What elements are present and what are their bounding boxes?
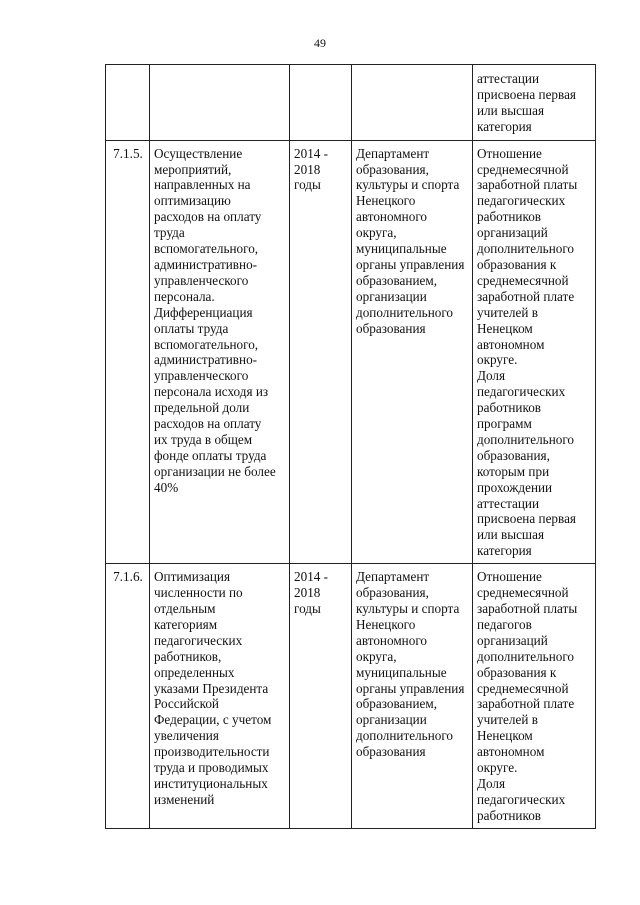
text-line: управленческого bbox=[154, 272, 249, 288]
text-line: автономного bbox=[356, 209, 428, 225]
text-line: персонала. bbox=[154, 288, 215, 304]
text-line: Ненецком bbox=[477, 728, 533, 744]
text-line: их труда в общем bbox=[154, 431, 253, 447]
text-line: культуры и спорта bbox=[356, 177, 460, 193]
text-line: Ненецкого bbox=[356, 193, 416, 209]
text-line: Департамент bbox=[356, 145, 430, 161]
table-row bbox=[106, 65, 596, 141]
text-line: аттестации bbox=[477, 71, 540, 86]
text-line: среднемесячной bbox=[477, 161, 569, 177]
text-line: производительности bbox=[154, 744, 270, 760]
period-cell bbox=[290, 65, 352, 141]
text-line: или высшая bbox=[477, 527, 545, 543]
text-line: дополнительного bbox=[477, 648, 575, 664]
text-line: педагогических bbox=[154, 632, 243, 648]
text-line: институциональных bbox=[154, 775, 268, 791]
text-line: Отношение bbox=[477, 145, 542, 161]
text-line: среднемесячной bbox=[477, 272, 569, 288]
executor-cell bbox=[352, 140, 473, 564]
text-line: или высшая bbox=[477, 102, 545, 118]
text-line: предельной доли bbox=[154, 400, 250, 416]
text-line: расходов на оплату bbox=[154, 416, 262, 432]
text-line: присвоена первая bbox=[477, 86, 576, 102]
text-line: управленческого bbox=[154, 368, 249, 384]
text-line: вспомогательного, bbox=[154, 336, 259, 352]
text-line: категория bbox=[477, 543, 532, 559]
text-line: 40% bbox=[154, 479, 179, 495]
text-line: округа, bbox=[356, 225, 397, 241]
text-line: дополнительного bbox=[477, 241, 575, 257]
text-line: заработной плате bbox=[477, 288, 575, 304]
text-line: труда bbox=[154, 225, 185, 241]
text-line: работников, bbox=[154, 648, 222, 664]
text-line: образованием, bbox=[356, 696, 437, 712]
executor-cell bbox=[352, 564, 473, 829]
text-line: вспомогательного, bbox=[154, 241, 259, 257]
text-line: Ненецкого bbox=[356, 616, 416, 632]
text-line: Оптимизация bbox=[154, 569, 231, 585]
text-line: округе. bbox=[477, 352, 518, 368]
text-line: Российской bbox=[154, 696, 219, 712]
text-line: численности по bbox=[154, 585, 243, 601]
indicator-cell bbox=[473, 564, 596, 829]
text-line: направленных на bbox=[154, 177, 251, 193]
text-line: отдельным bbox=[154, 601, 216, 616]
text-line: административно- bbox=[154, 352, 258, 368]
text-line: работников bbox=[477, 400, 542, 416]
text-line: автономном bbox=[477, 336, 545, 352]
text-line: категория bbox=[477, 118, 532, 134]
text-line: дополнительного bbox=[356, 304, 454, 320]
text-line: заработной платы bbox=[477, 177, 578, 193]
text-line: Доля bbox=[477, 775, 506, 791]
text-line: мероприятий, bbox=[154, 161, 232, 177]
text-line: образования к bbox=[477, 664, 557, 680]
table-row bbox=[106, 564, 596, 829]
event-cell bbox=[150, 65, 290, 141]
text-line: учителей в bbox=[477, 304, 538, 320]
text-line: учителей в bbox=[477, 712, 538, 728]
text-line: 2014 - bbox=[294, 145, 329, 161]
text-line: образования, bbox=[477, 447, 550, 463]
text-line: округа, bbox=[356, 648, 397, 664]
text-line: образования к bbox=[477, 256, 557, 272]
text-line: образования bbox=[356, 320, 426, 336]
text-line: округе. bbox=[477, 760, 518, 776]
text-line: образования, bbox=[356, 585, 429, 601]
page-number: 49 bbox=[314, 36, 326, 50]
text-line: программ bbox=[477, 416, 532, 432]
text-line: муниципальные bbox=[356, 664, 447, 680]
event-cell bbox=[150, 140, 290, 564]
text-line: образования bbox=[356, 744, 426, 760]
text-line: Департамент bbox=[356, 569, 430, 585]
text-line: органы управления bbox=[356, 680, 465, 696]
text-line: педагогических bbox=[477, 384, 566, 400]
text-line: Федерации, с учетом bbox=[154, 712, 272, 728]
row-number-cell bbox=[106, 65, 150, 141]
text-line: организации bbox=[356, 288, 427, 304]
text-line: персонала исходя из bbox=[154, 384, 269, 400]
text-line: среднемесячной bbox=[477, 585, 569, 601]
table-row bbox=[106, 140, 596, 564]
period-cell bbox=[290, 140, 352, 564]
text-line: годы bbox=[294, 177, 321, 193]
text-line: присвоена первая bbox=[477, 511, 576, 527]
text-line: фонде оплаты труда bbox=[154, 447, 267, 463]
text-line: работников bbox=[477, 807, 542, 823]
text-line: увеличения bbox=[154, 728, 219, 744]
indicator-cell bbox=[473, 65, 596, 141]
text-line: Доля bbox=[477, 368, 506, 384]
text-line: оплаты труда bbox=[154, 320, 229, 336]
text-line: образованием, bbox=[356, 272, 437, 288]
text-line: административно- bbox=[154, 256, 258, 272]
text-line: автономного bbox=[356, 632, 428, 648]
row-number-cell: 7.1.6. bbox=[106, 564, 150, 829]
text-line: среднемесячной bbox=[477, 680, 569, 696]
text-line: труда и проводимых bbox=[154, 760, 269, 776]
text-line: указами Президента bbox=[154, 680, 269, 696]
measures-table bbox=[105, 64, 596, 829]
executor-cell bbox=[352, 65, 473, 141]
text-line: 2018 bbox=[294, 161, 321, 177]
event-cell bbox=[150, 564, 290, 829]
text-line: аттестации bbox=[477, 495, 540, 511]
text-line: организаций bbox=[477, 225, 548, 241]
text-line: прохождении bbox=[477, 479, 553, 495]
text-line: заработной плате bbox=[477, 696, 575, 712]
text-line: организации bbox=[356, 712, 427, 728]
period-cell bbox=[290, 564, 352, 829]
text-line: годы bbox=[294, 601, 321, 616]
text-line: органы управления bbox=[356, 256, 465, 272]
text-line: дополнительного bbox=[356, 728, 454, 744]
text-line: педагогических bbox=[477, 791, 566, 807]
text-line: культуры и спорта bbox=[356, 601, 460, 616]
text-line: педагогов bbox=[477, 616, 532, 632]
text-line: 2014 - bbox=[294, 569, 329, 585]
text-line: Осуществление bbox=[154, 145, 243, 161]
text-line: организаций bbox=[477, 632, 548, 648]
text-line: работников bbox=[477, 209, 542, 225]
indicator-cell bbox=[473, 140, 596, 564]
text-line: определенных bbox=[154, 664, 235, 680]
text-line: заработной платы bbox=[477, 601, 578, 616]
text-line: муниципальные bbox=[356, 241, 447, 257]
text-line: автономном bbox=[477, 744, 545, 760]
text-line: педагогических bbox=[477, 193, 566, 209]
text-line: дополнительного bbox=[477, 431, 575, 447]
text-line: 2018 bbox=[294, 585, 321, 601]
text-line: Ненецком bbox=[477, 320, 533, 336]
text-line: которым при bbox=[477, 463, 550, 479]
row-number-cell: 7.1.5. bbox=[106, 140, 150, 564]
text-line: изменений bbox=[154, 791, 215, 807]
text-line: Дифференциация bbox=[154, 304, 253, 320]
text-line: расходов на оплату bbox=[154, 209, 262, 225]
text-line: оптимизацию bbox=[154, 193, 231, 209]
text-line: Отношение bbox=[477, 569, 542, 585]
text-line: категориям bbox=[154, 616, 218, 632]
text-line: организации не более bbox=[154, 463, 276, 479]
text-line: образования, bbox=[356, 161, 429, 177]
